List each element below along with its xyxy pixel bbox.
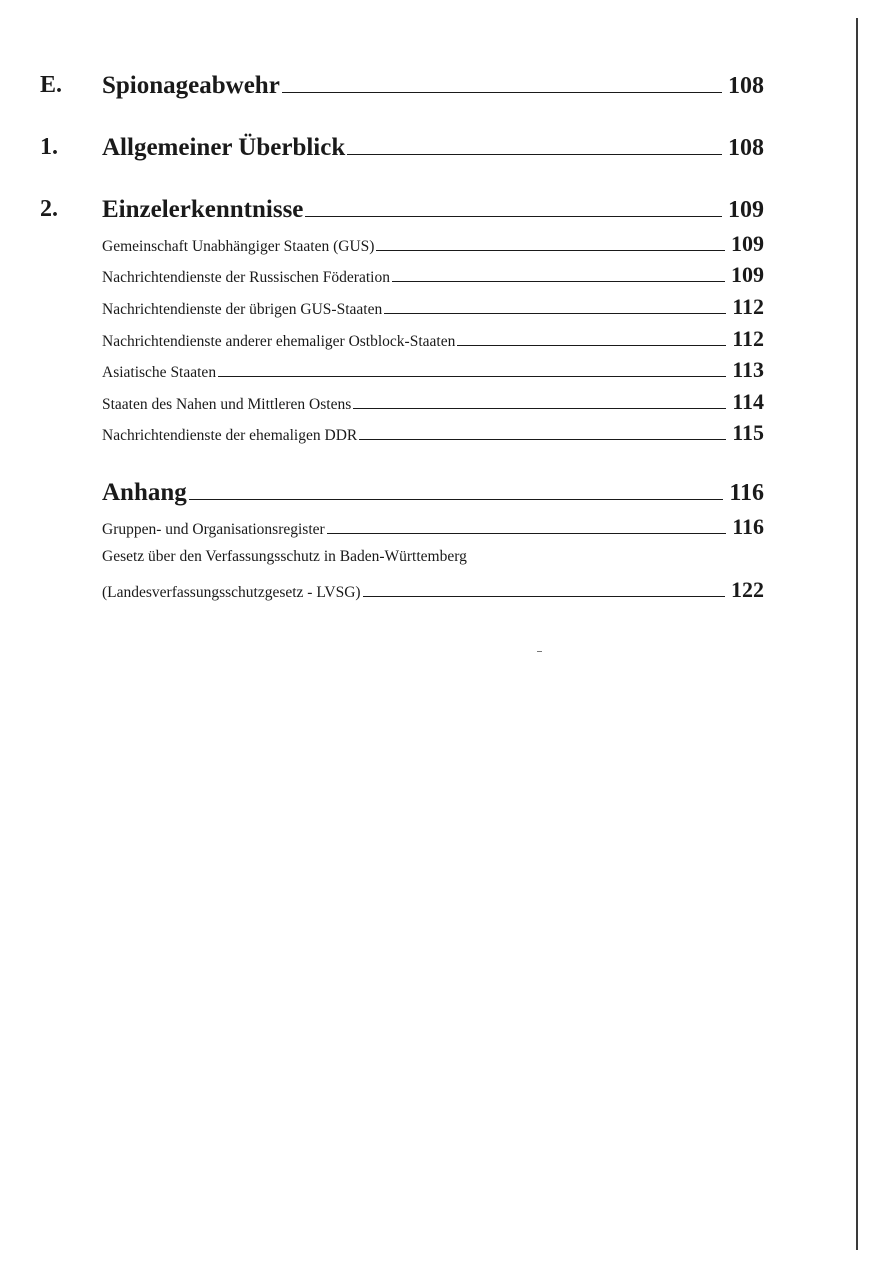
toc-subentry-page: 113 (732, 357, 764, 382)
toc-subentry[interactable] (102, 231, 764, 257)
toc-subentry-title: Gemeinschaft Unabhängiger Staaten (GUS) (102, 238, 375, 255)
toc-entry-page: 116 (729, 480, 764, 506)
toc-subentry-title: Gruppen- und Organisationsregister (102, 521, 325, 538)
toc-entry-spionageabwehr[interactable] (102, 72, 764, 100)
toc-subentry-title: Asiatische Staaten (102, 364, 217, 381)
toc-subentry-page: 115 (732, 420, 764, 445)
toc-subentry-title: Nachrichtendienste der Russischen Föderation (102, 269, 390, 286)
toc-subentry[interactable] (102, 294, 764, 320)
leader-line (327, 532, 727, 534)
leader-line (189, 498, 724, 500)
toc-subentry-page: 109 (731, 262, 764, 287)
leader-line (363, 595, 725, 597)
leader-line (457, 344, 726, 346)
toc-entry-page: 108 (728, 135, 764, 161)
toc-subentry-title: Nachrichtendienste anderer ehemaliger Ostblock-Staaten (102, 333, 456, 350)
toc-subentry-title: Nachrichtendienste der übrigen GUS-Staaten (102, 301, 383, 318)
toc-entry-einzelerkenntnisse[interactable] (102, 196, 764, 224)
toc-subentry[interactable] (102, 326, 764, 352)
leader-line (359, 438, 726, 440)
toc-subentry[interactable] (102, 420, 764, 446)
toc-entry-title: Spionageabwehr (102, 72, 280, 99)
toc-subentry-page: 116 (732, 514, 764, 539)
toc-entry-page: 109 (728, 197, 764, 223)
leader-line (305, 215, 722, 217)
toc-subentry-page: 114 (732, 389, 764, 414)
leader-line (376, 249, 725, 251)
toc-subentry[interactable] (102, 514, 764, 540)
toc-subentry-page: 122 (731, 577, 764, 602)
leader-line (218, 375, 726, 377)
toc-subentry-title-line1[interactable]: Gesetz über den Verfassungsschutz in Baden-Württemberg (102, 548, 467, 565)
toc-subentry-page: 109 (731, 231, 764, 256)
toc-entry-anhang[interactable] (102, 479, 764, 507)
toc-subentry[interactable] (102, 389, 764, 415)
page-edge-line (856, 18, 858, 1250)
leader-line (384, 312, 726, 314)
toc-subentry-title-line2: (Landesverfassungsschutzgesetz - LVSG) (102, 584, 361, 601)
toc-entry-title: Anhang (102, 479, 187, 506)
toc-entry-allgemeiner-ueberblick[interactable] (102, 134, 764, 162)
toc-subentry[interactable] (102, 262, 764, 288)
scan-mark (537, 651, 542, 652)
section-number: 1. (40, 134, 58, 160)
leader-line (347, 153, 722, 155)
leader-line (353, 407, 726, 409)
toc-entry-title: Allgemeiner Überblick (102, 134, 346, 161)
toc-subentry[interactable] (102, 357, 764, 383)
leader-line (392, 280, 725, 282)
toc-entry-page: 108 (728, 73, 764, 99)
toc-subentry-title: Staaten des Nahen und Mittleren Ostens (102, 396, 352, 413)
toc-subentry-title: Nachrichtendienste der ehemaligen DDR (102, 427, 358, 444)
toc-subentry-page: 112 (732, 326, 764, 351)
toc-subentry-page: 112 (732, 294, 764, 319)
section-number: E. (40, 72, 63, 98)
toc-entry-title: Einzelerkenntnisse (102, 196, 304, 223)
section-number: 2. (40, 196, 58, 222)
toc-subentry[interactable] (102, 577, 764, 603)
leader-line (282, 91, 722, 93)
